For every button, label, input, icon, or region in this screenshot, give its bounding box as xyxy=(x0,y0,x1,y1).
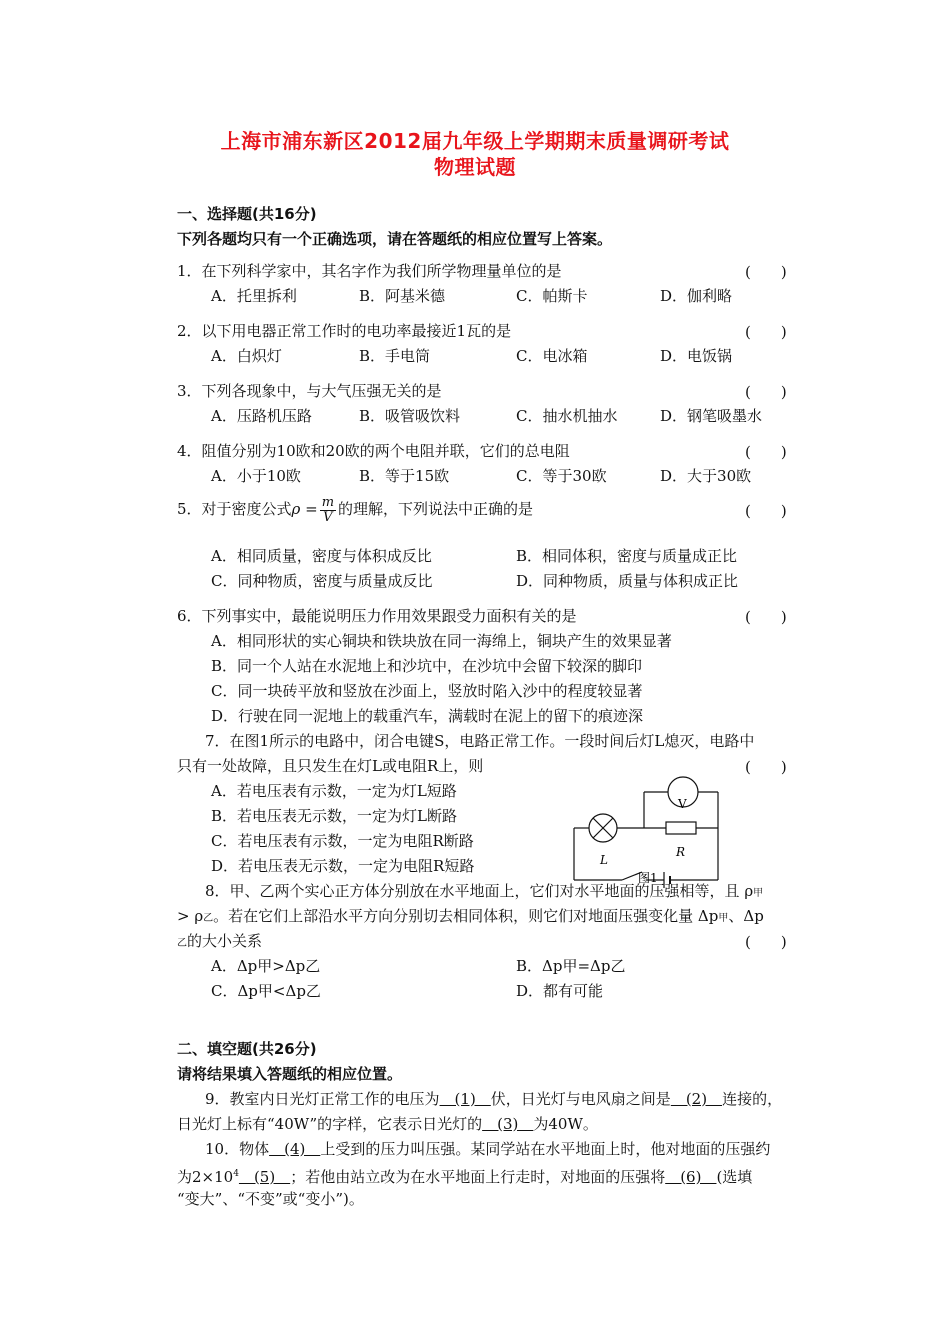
q6-answer-paren: ( ) xyxy=(745,608,787,626)
q4-stem: 4．阻值分别为10欧和20欧的两个电阻并联，它们的总电阻 xyxy=(177,442,570,460)
q7-stem-line1: 7．在图1所示的电路中，闭合电键S，电路正常工作。一段时间后灯L熄灭，电路中 xyxy=(205,732,755,750)
q8-line1-text: 8．甲、乙两个实心正方体分别放在水平地面上，它们对水平地面的压强相等，且 ρ xyxy=(205,882,754,900)
q8-line3-post: 的大小关系 xyxy=(187,932,263,950)
q8-answer-paren: ( ) xyxy=(745,933,787,951)
q6-option-d: D．行驶在同一泥地上的载重汽车，满载时在泥上的留下的痕迹深 xyxy=(211,707,644,725)
blank-1: (1) xyxy=(439,1090,491,1108)
lamp-label: L xyxy=(600,853,608,867)
q8-line2-pre: > ρ xyxy=(177,907,204,925)
q4-option-a: A．小于10欧 xyxy=(211,467,301,485)
q1-option-a: A．托里拆利 xyxy=(211,287,297,305)
q9-text-3: 连接的， xyxy=(722,1090,783,1108)
q10-line2 xyxy=(177,1164,752,1187)
q8-line2-post: 。若在它们上部沿水平方向分别切去相同体积，则它们对地面压强变化量 Δp xyxy=(213,907,719,925)
q8-option-b: B．Δp甲=Δp乙 xyxy=(516,957,626,975)
exam-title: 上海市浦东新区2012届九年级上学期期末质量调研考试 xyxy=(220,129,730,153)
q10-text-3: 为2×10 xyxy=(177,1168,234,1186)
q6-option-c: C．同一块砖平放和竖放在沙面上，竖放时陷入沙中的程度较显著 xyxy=(211,682,643,700)
q5-stem-post: 的理解，下列说法中正确的是 xyxy=(338,500,534,518)
q8-line3-sub: 乙 xyxy=(177,938,187,949)
q1-option-b: B．阿基米德 xyxy=(359,287,446,305)
q6-option-a: A．相同形状的实心铜块和铁块放在同一海绵上，铜块产生的效果显著 xyxy=(211,632,672,650)
voltmeter-label: V xyxy=(678,797,687,811)
q8-option-a: A．Δp甲>Δp乙 xyxy=(211,957,321,975)
q4-option-b: B．等于15欧 xyxy=(359,467,450,485)
section1-heading: 一、选择题(共16分) xyxy=(177,205,317,223)
q2-option-b: B．手电筒 xyxy=(359,347,431,365)
blank-3: (3) xyxy=(482,1115,534,1133)
blank-4: (4) xyxy=(269,1140,321,1158)
q2-stem: 2．以下用电器正常工作时的电功率最接近1瓦的是 xyxy=(177,322,512,340)
q5-option-d: D．同种物质，质量与体积成正比 xyxy=(516,572,739,590)
blank-2: (2) xyxy=(670,1090,723,1108)
circuit-diagram-figure1 xyxy=(560,772,730,890)
resistor-symbol xyxy=(666,822,696,834)
section1-instruction: 下列各题均只有一个正确选项，请在答题纸的相应位置写上答案。 xyxy=(177,230,613,248)
section2-instruction: 请将结果填入答题纸的相应位置。 xyxy=(177,1065,403,1083)
q7-option-a: A．若电压表有示数，一定为灯L短路 xyxy=(211,782,457,800)
q8-option-c: C．Δp甲<Δp乙 xyxy=(211,982,321,1000)
q10-text-4: ；若他由站立改为在水平地面上行走时，对地面的压强将 xyxy=(290,1168,666,1186)
q8-stem-line3 xyxy=(177,931,262,954)
q2-answer-paren: ( ) xyxy=(745,323,787,341)
q10-line1 xyxy=(205,1139,770,1159)
q10-text-1: 10．物体 xyxy=(205,1140,270,1158)
q10-text-5: (选填 xyxy=(716,1168,753,1186)
figure-caption: 图1 xyxy=(638,871,658,885)
q8-stem-line1 xyxy=(205,881,763,904)
q1-answer-paren: ( ) xyxy=(745,263,787,281)
q4-option-c: C．等于30欧 xyxy=(516,467,607,485)
q9-text-4: 日光灯上标有“40W”的字样，它表示日光灯的 xyxy=(177,1115,483,1133)
q9-text-2: 伏，日光灯与电风扇之间是 xyxy=(490,1090,671,1108)
q2-option-c: C．电冰箱 xyxy=(516,347,588,365)
q5-stem-pre: 5．对于密度公式 xyxy=(177,500,292,518)
q2-option-d: D．电饭锅 xyxy=(660,347,733,365)
blank-6: (6) xyxy=(665,1168,717,1186)
q5-answer-paren: ( ) xyxy=(745,502,787,520)
q5-rho: ρ = xyxy=(291,500,318,518)
exam-subtitle: 物理试题 xyxy=(434,155,516,179)
q5-option-b: B．相同体积，密度与质量成正比 xyxy=(516,547,738,565)
q10-exponent: 4 xyxy=(233,1169,239,1179)
q6-stem: 6．下列事实中，最能说明压力作用效果跟受力面积有关的是 xyxy=(177,607,577,625)
q7-option-b: B．若电压表无示数，一定为灯L断路 xyxy=(211,807,457,825)
blank-5: (5) xyxy=(238,1168,291,1186)
q7-stem-line2: 只有一处故障，且只发生在灯L或电阻R上，则 xyxy=(177,757,484,775)
q3-answer-paren: ( ) xyxy=(745,383,787,401)
formula-numerator: m xyxy=(321,494,335,510)
q7-option-c: C．若电压表有示数，一定为电阻R断路 xyxy=(211,832,474,850)
q1-option-d: D．伽利略 xyxy=(660,287,733,305)
q10-line3: “变大”、“不变”或“变小”)。 xyxy=(177,1190,364,1208)
q8-option-d: D．都有可能 xyxy=(516,982,604,1000)
q5-option-c: C．同种物质，密度与质量成反比 xyxy=(211,572,433,590)
q6-option-b: B．同一个人站在水泥地上和沙坑中，在沙坑中会留下较深的脚印 xyxy=(211,657,643,675)
formula-denominator: V xyxy=(323,509,333,525)
density-formula-fraction xyxy=(320,496,336,525)
section2-heading: 二、填空题(共26分) xyxy=(177,1040,317,1058)
q8-stem-line2 xyxy=(177,906,764,929)
q3-stem: 3．下列各现象中，与大气压强无关的是 xyxy=(177,382,442,400)
q3-option-c: C．抽水机抽水 xyxy=(516,407,618,425)
q1-option-c: C．帕斯卡 xyxy=(516,287,588,305)
q8-line2-mid: 、Δp xyxy=(728,907,764,925)
q1-stem: 1．在下列科学家中，其名字作为我们所学物理量单位的是 xyxy=(177,262,562,280)
q2-option-a: A．白炽灯 xyxy=(211,347,282,365)
q4-option-d: D．大于30欧 xyxy=(660,467,752,485)
q9-line2 xyxy=(177,1114,598,1134)
q8-line2-sub2: 甲 xyxy=(718,913,729,924)
q9-text-1: 9．教室内日光灯正常工作的电压为 xyxy=(205,1090,440,1108)
q4-answer-paren: ( ) xyxy=(745,443,787,461)
q3-option-d: D．钢笔吸墨水 xyxy=(660,407,763,425)
q3-option-a: A．压路机压路 xyxy=(211,407,312,425)
q7-answer-paren: ( ) xyxy=(745,758,787,776)
q10-text-2: 上受到的压力叫压强。某同学站在水平地面上时，他对地面的压强约 xyxy=(320,1140,771,1158)
q5-option-a: A．相同质量，密度与体积成反比 xyxy=(211,547,432,565)
q9-text-5: 为40W。 xyxy=(533,1115,598,1133)
q8-line1-sub: 甲 xyxy=(753,888,764,899)
q3-option-b: B．吸管吸饮料 xyxy=(359,407,461,425)
q9-line1 xyxy=(205,1089,782,1109)
q7-option-d: D．若电压表无示数，一定为电阻R短路 xyxy=(211,857,475,875)
resistor-label: R xyxy=(676,845,686,859)
q8-line2-sub: 乙 xyxy=(203,913,214,924)
q5-stem xyxy=(177,494,533,525)
